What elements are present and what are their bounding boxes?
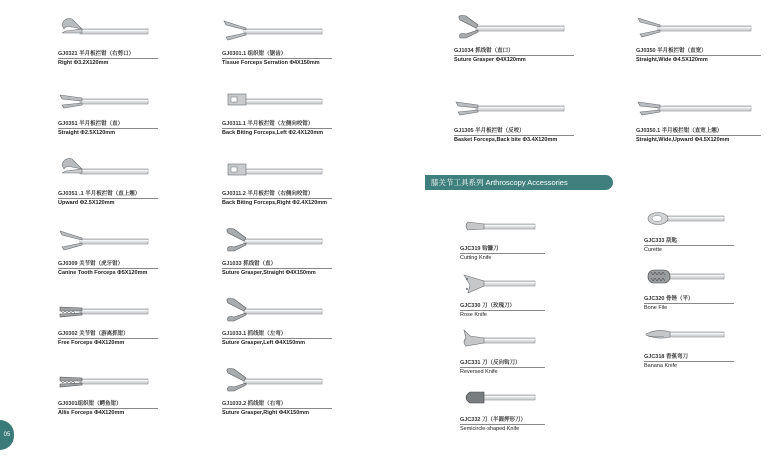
instrument-figure — [454, 92, 574, 126]
instrument-image — [58, 15, 148, 49]
instrument-figure — [222, 85, 332, 119]
instrument-figure — [454, 12, 574, 46]
instrument-image — [222, 155, 322, 189]
instrument-code: GJ1034 抓线钳（直口） — [454, 46, 574, 56]
instrument-entry — [454, 92, 574, 143]
instrument-figure — [460, 210, 545, 244]
instrument-image — [644, 318, 724, 352]
instrument-figure — [460, 267, 545, 301]
instrument-figure — [460, 381, 545, 415]
instrument-image — [222, 365, 322, 399]
instrument-description: Reversed Knife — [460, 369, 498, 375]
instrument-description: Cutting Knife — [460, 255, 492, 261]
instrument-code: GJC319 钩镰刀 — [460, 244, 545, 254]
instrument-image — [644, 202, 724, 236]
instrument-entry — [222, 365, 332, 416]
page-number-badge: 05 — [0, 420, 14, 450]
instrument-code: GJ0350 半月板拦钳（直宽） — [636, 46, 761, 56]
instrument-entry — [58, 85, 158, 136]
instrument-description: Free Forceps Φ4X120mm — [58, 340, 125, 346]
instrument-image — [58, 85, 148, 119]
instrument-code: GJ0350.1 半月板拦钳（直宽上翘） — [636, 126, 761, 136]
instrument-entry — [644, 318, 734, 369]
instrument-figure — [644, 260, 734, 294]
instrument-description: Straight,Wide,Upward Φ4.5X120mm — [636, 137, 730, 143]
instrument-description: Suture Grasper,Right Φ4X150mm — [222, 410, 310, 416]
instrument-image — [636, 12, 751, 46]
instrument-image — [460, 210, 535, 244]
instrument-entry — [222, 85, 332, 136]
instrument-image — [460, 381, 535, 415]
instrument-figure — [636, 92, 761, 126]
instrument-entry — [636, 12, 761, 63]
instrument-image — [636, 92, 751, 126]
instrument-description: Canine Tooth Forceps Φ5X120mm — [58, 270, 148, 276]
instrument-code: GJ0311.2 半月板拦钳（右侧向咬钳） — [222, 189, 332, 199]
instrument-entry — [58, 365, 158, 416]
instrument-code: GJ0321 半月板拦钳（右剪口） — [58, 49, 158, 59]
instrument-image — [58, 295, 148, 329]
instrument-figure — [58, 225, 158, 259]
instrument-description: Straight Φ2.5X120mm — [58, 130, 116, 136]
instrument-description: Allis Forceps Φ4X120mm — [58, 410, 125, 416]
instrument-entry — [58, 225, 158, 276]
instrument-entry — [58, 155, 158, 206]
instrument-figure — [222, 225, 332, 259]
instrument-image — [460, 324, 535, 358]
instrument-code: GJC331 刀（反向钩刀） — [460, 358, 545, 368]
instrument-figure — [644, 202, 734, 236]
instrument-description: Bone File — [644, 305, 668, 311]
instrument-entry — [644, 202, 734, 253]
instrument-entry — [222, 15, 332, 66]
instrument-code: GJ1033.1 抓线钳（左弯） — [222, 329, 332, 339]
instrument-code: GJC320 骨锉（平） — [644, 294, 734, 304]
instrument-description: Straight,Wide Φ4.5X120mm — [636, 57, 708, 63]
instrument-entry — [636, 92, 761, 143]
instrument-code: GJ0351 半月板拦钳（直） — [58, 119, 158, 129]
instrument-description: Banana Knife — [644, 363, 678, 369]
instrument-code: GJ1033.2 抓线钳（右弯） — [222, 399, 332, 409]
instrument-image — [222, 85, 322, 119]
instrument-entry — [644, 260, 734, 311]
instrument-image — [222, 225, 322, 259]
instrument-figure — [222, 15, 332, 49]
instrument-figure — [222, 155, 332, 189]
instrument-description: Upward Φ2.5X120mm — [58, 200, 115, 206]
instrument-code: GJC330 刀（玫瑰刀） — [460, 301, 545, 311]
instrument-description: Back Biting Forceps,Right Φ2.4X120mm — [222, 200, 328, 206]
instrument-entry — [454, 12, 574, 63]
instrument-description: Suture Grasper,Left Φ4X150mm — [222, 340, 306, 346]
instrument-description: Semicircle-shaped Knife — [460, 426, 520, 432]
instrument-description: Rose Knife — [460, 312, 487, 318]
instrument-figure — [222, 295, 332, 329]
instrument-code: GJC332 刀（半圆押形刀） — [460, 415, 545, 425]
instrument-entry — [460, 267, 545, 318]
instrument-code: GJC333 刮匙 — [644, 236, 734, 246]
instrument-figure — [460, 324, 545, 358]
instrument-figure — [222, 365, 332, 399]
instrument-image — [644, 260, 724, 294]
instrument-description: Back Biting Forceps,Left Φ2.4X120mm — [222, 130, 324, 136]
instrument-figure — [58, 365, 158, 399]
instrument-code: GJ0309 关节钳（虎牙钳） — [58, 259, 158, 269]
instrument-image — [222, 15, 322, 49]
instrument-image — [454, 92, 564, 126]
instrument-image — [58, 365, 148, 399]
instrument-code: GJ0301.1 组织钳（锯齿） — [222, 49, 332, 59]
instrument-entry — [460, 324, 545, 375]
instrument-entry — [222, 225, 332, 276]
instrument-code: GJ0311.1 半月板拦钳（左侧向咬钳） — [222, 119, 332, 129]
instrument-code: GJ1305 半月板拦钳（反咬） — [454, 126, 574, 136]
instrument-description: Tissue Forceps Serration Φ4X150mm — [222, 60, 320, 66]
instrument-description: Basket Forceps,Back bite Φ3.4X120mm — [454, 137, 558, 143]
instrument-code: GJ0301组织钳（鳄鱼钳） — [58, 399, 158, 409]
instrument-code: GJC318 香蕉弯刀 — [644, 352, 734, 362]
instrument-figure — [58, 295, 158, 329]
instrument-image — [454, 12, 564, 46]
instrument-entry — [460, 210, 545, 261]
instrument-description: Suture Grasper Φ4X120mm — [454, 57, 526, 63]
instrument-image — [222, 295, 322, 329]
instrument-code: GJ1033 抓线钳（直） — [222, 259, 332, 269]
instrument-image — [460, 267, 535, 301]
instrument-code: GJ0351 .1 半月板拦钳（直上翘） — [58, 189, 158, 199]
instrument-image — [58, 155, 148, 189]
instrument-entry — [58, 295, 158, 346]
instrument-entry — [460, 381, 545, 432]
instrument-description: Suture Grasper,Straight Φ4X150mm — [222, 270, 316, 276]
instrument-entry — [58, 15, 158, 66]
instrument-description: Curette — [644, 247, 663, 253]
instrument-entry — [222, 295, 332, 346]
instrument-figure — [58, 15, 158, 49]
instrument-image — [58, 225, 148, 259]
section-banner: 膝关节工具系列 Arthroscopy Accessories — [425, 175, 613, 190]
instrument-figure — [636, 12, 761, 46]
instrument-figure — [644, 318, 734, 352]
instrument-figure — [58, 85, 158, 119]
instrument-entry — [222, 155, 332, 206]
instrument-code: GJ0302 关节钳（游离抓钳） — [58, 329, 158, 339]
instrument-figure — [58, 155, 158, 189]
instrument-description: Right Φ3.2X120mm — [58, 60, 109, 66]
